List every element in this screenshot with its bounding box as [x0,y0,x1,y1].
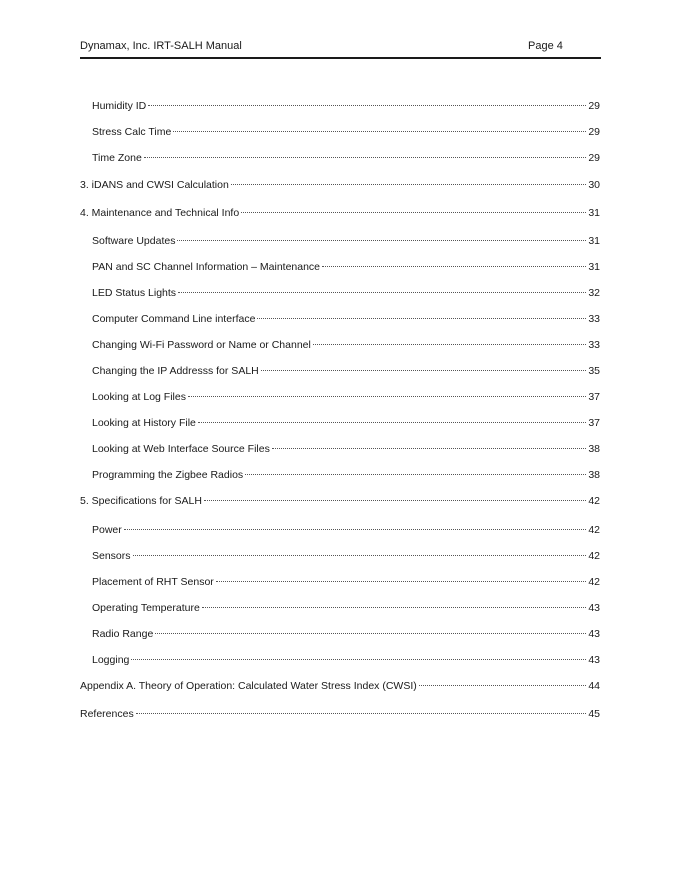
toc-entry[interactable] [92,601,600,615]
header-title: Dynamax, Inc. IRT-SALH Manual [80,40,242,52]
toc-entry[interactable] [92,260,600,274]
toc-entry[interactable] [92,99,600,113]
toc-entry-page: 37 [588,417,600,429]
toc-dot-leader [124,529,587,530]
toc-entry-page: 43 [588,628,600,640]
toc-entry-page: 42 [588,495,600,507]
toc-dot-leader [131,659,586,660]
toc-entry-page: 43 [588,602,600,614]
toc-entry-label: Changing the IP Addresss for SALH [92,365,259,377]
toc-entry-label: Computer Command Line interface [92,313,256,325]
toc-entry-page: 38 [588,443,600,455]
page-header [80,40,601,56]
toc-entry-label: 4. Maintenance and Technical Info [80,207,240,219]
toc-entry-label: References [80,708,134,720]
toc-dot-leader [313,344,586,345]
toc-entry[interactable] [92,286,600,300]
toc-entry[interactable] [92,442,600,456]
toc-entry[interactable] [92,468,600,482]
toc-dot-leader [322,266,586,267]
toc-entry[interactable] [92,151,600,165]
toc-entry[interactable] [92,390,600,404]
toc-dot-leader [241,212,586,213]
toc-dot-leader [198,422,586,423]
toc-entry-page: 42 [588,576,600,588]
toc-entry-page: 44 [588,680,600,692]
toc-entry-page: 33 [588,313,600,325]
toc-entry-page: 35 [588,365,600,377]
toc-entry-label: Looking at History File [92,417,196,429]
toc-entry-page: 29 [588,126,600,138]
toc-dot-leader [173,131,586,132]
toc-entry-label: Programming the Zigbee Radios [92,469,244,481]
toc-entry-label: Software Updates [92,235,176,247]
toc-dot-leader [216,581,587,582]
toc-entry-label: Changing Wi-Fi Password or Name or Channel [92,339,311,351]
toc-dot-leader [178,292,586,293]
toc-entry-page: 31 [588,235,600,247]
toc-dot-leader [419,685,587,686]
toc-entry[interactable] [80,494,600,508]
toc-entry-page: 30 [588,179,600,191]
toc-entry-label: PAN and SC Channel Information – Maintenance [92,261,321,273]
toc-entry-page: 32 [588,287,600,299]
toc-entry[interactable] [92,234,600,248]
toc-dot-leader [245,474,586,475]
toc-entry-label: Appendix A. Theory of Operation: Calculated Water Stress Index (CWSI) [80,680,417,692]
toc-dot-leader [136,713,587,714]
toc-entry[interactable] [92,125,600,139]
toc-entry-page: 42 [588,524,600,536]
toc-entry[interactable] [80,178,600,192]
toc-entry-page: 33 [588,339,600,351]
toc-entry[interactable] [92,416,600,430]
toc-entry[interactable] [80,679,600,693]
toc-entry-label: 5. Specifications for SALH [80,495,202,507]
toc-entry[interactable] [92,364,600,378]
toc-dot-leader [133,555,587,556]
toc-dot-leader [257,318,586,319]
header-rule [80,57,601,59]
toc-entry-label: 3. iDANS and CWSI Calculation [80,179,229,191]
toc-entry[interactable] [92,523,600,537]
toc-entry-page: 31 [588,207,600,219]
toc-dot-leader [204,500,586,501]
toc-entry-label: Radio Range [92,628,154,640]
toc-entry-label: LED Status Lights [92,287,177,299]
toc-entry-label: Looking at Web Interface Source Files [92,443,270,455]
toc-entry-label: Placement of RHT Sensor [92,576,214,588]
toc-entry[interactable] [92,549,600,563]
toc-entry-label: Humidity ID [92,100,147,112]
toc-entry[interactable] [92,312,600,326]
toc-entry-page: 38 [588,469,600,481]
toc-dot-leader [177,240,586,241]
toc-dot-leader [155,633,586,634]
toc-dot-leader [202,607,587,608]
toc-entry-label: Time Zone [92,152,142,164]
toc-entry-label: Sensors [92,550,131,562]
toc-entry-page: 31 [588,261,600,273]
toc-entry-page: 43 [588,654,600,666]
toc-entry-page: 37 [588,391,600,403]
toc-entry-label: Looking at Log Files [92,391,186,403]
toc-dot-leader [144,157,587,158]
toc-entry-label: Operating Temperature [92,602,200,614]
toc-entry[interactable] [92,338,600,352]
toc-entry-page: 45 [588,708,600,720]
toc-entry[interactable] [80,707,600,721]
toc-dot-leader [261,370,587,371]
toc-dot-leader [231,184,587,185]
toc-entry-label: Power [92,524,122,536]
toc-dot-leader [148,105,586,106]
toc-entry-page: 42 [588,550,600,562]
toc-entry-label: Stress Calc Time [92,126,172,138]
toc-dot-leader [188,396,586,397]
toc-entry-label: Logging [92,654,130,666]
toc-entry-page: 29 [588,100,600,112]
header-page-number: Page 4 [528,40,563,52]
toc-dot-leader [272,448,586,449]
toc-entry[interactable] [92,627,600,641]
toc-entry[interactable] [92,653,600,667]
toc-entry[interactable] [80,206,600,220]
toc-entry[interactable] [92,575,600,589]
toc-entry-page: 29 [588,152,600,164]
